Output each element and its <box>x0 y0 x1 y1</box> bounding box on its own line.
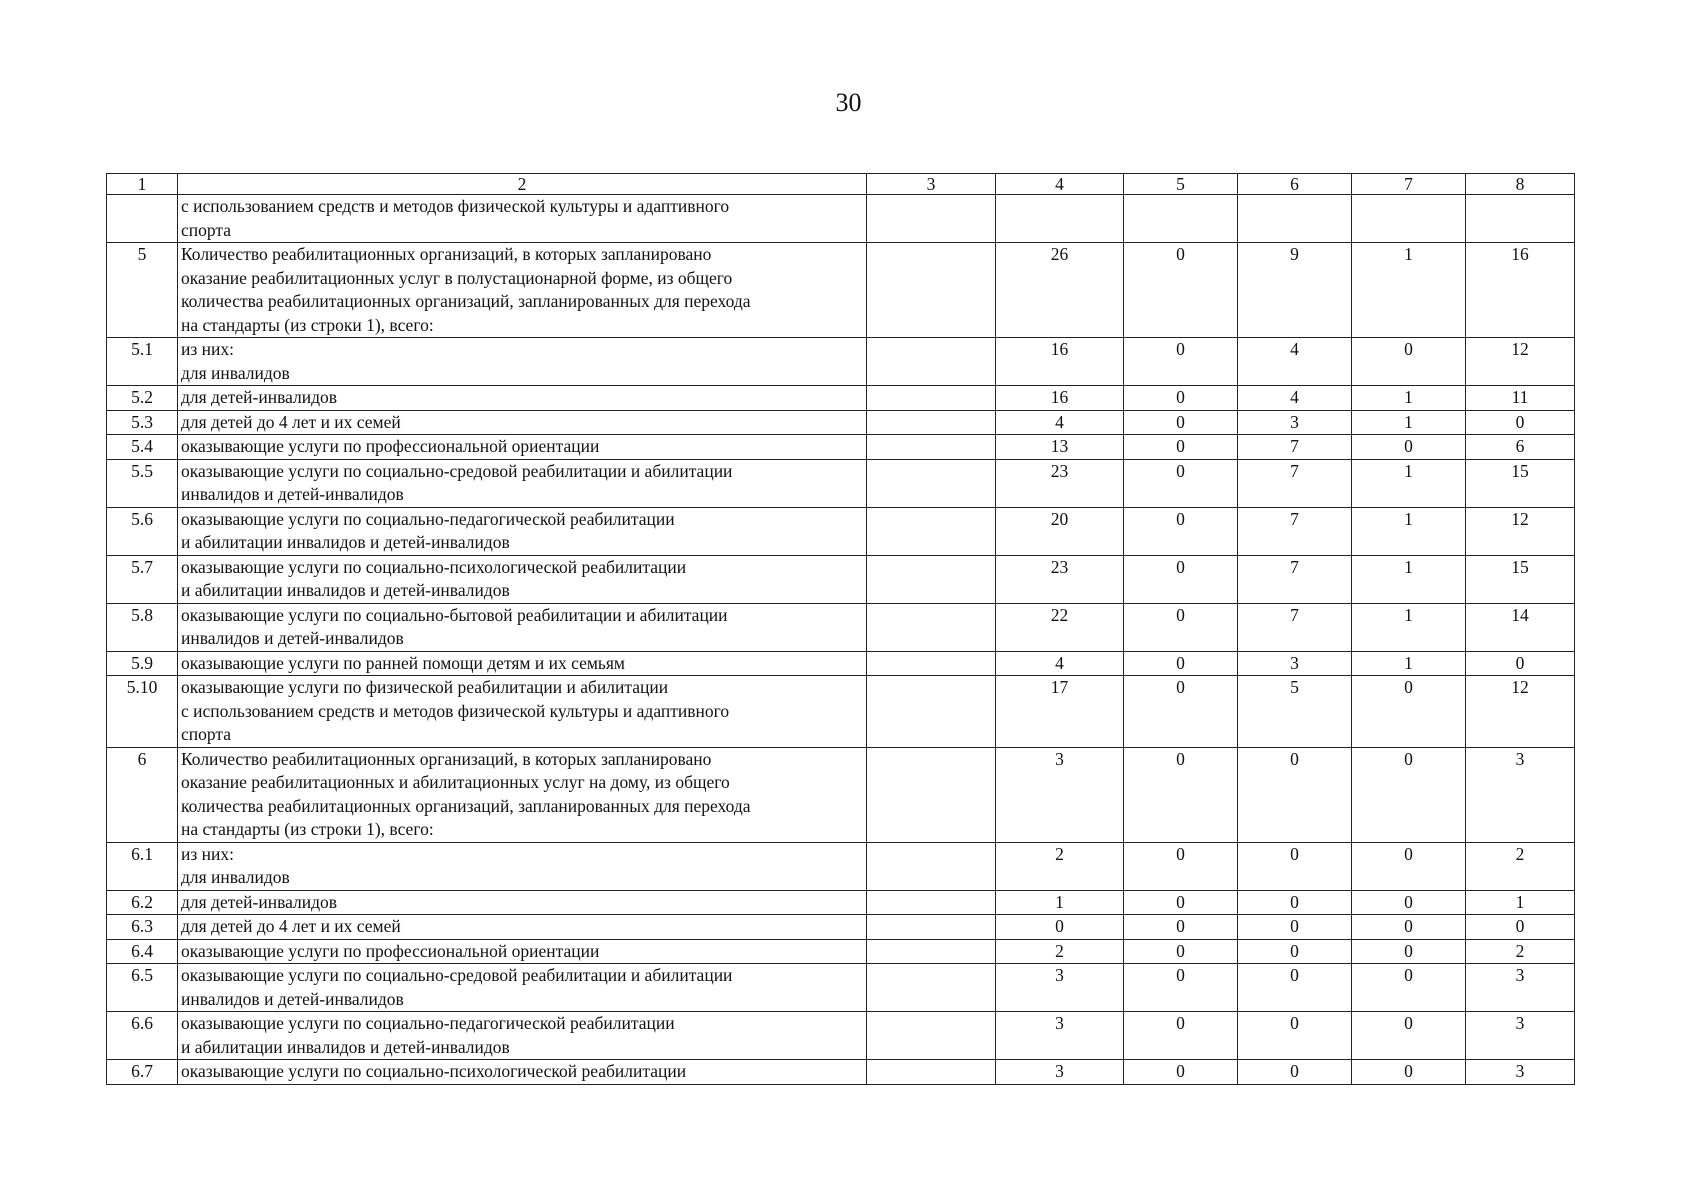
row-number-cell: 5.8 <box>107 603 178 651</box>
col3-cell <box>867 1012 996 1060</box>
col8-cell: 1 <box>1466 890 1575 915</box>
column-header: 4 <box>996 174 1124 195</box>
col3-cell <box>867 243 996 338</box>
col8-cell: 2 <box>1466 939 1575 964</box>
table-row <box>107 338 1575 386</box>
col6-cell: 0 <box>1238 964 1352 1012</box>
col4-cell: 26 <box>996 243 1124 338</box>
col4-cell: 3 <box>996 1012 1124 1060</box>
col3-cell <box>867 459 996 507</box>
col4-cell: 22 <box>996 603 1124 651</box>
col4-cell: 0 <box>996 915 1124 940</box>
row-number-cell: 5.6 <box>107 507 178 555</box>
col8-cell: 2 <box>1466 842 1575 890</box>
col7-cell: 0 <box>1352 747 1466 842</box>
col6-cell: 0 <box>1238 747 1352 842</box>
col7-cell: 1 <box>1352 459 1466 507</box>
col5-cell: 0 <box>1124 651 1238 676</box>
col7-cell: 0 <box>1352 1060 1466 1085</box>
col3-cell <box>867 651 996 676</box>
indicator-text-cell: оказывающие услуги по профессиональной ориентации <box>178 939 867 964</box>
table-row <box>107 410 1575 435</box>
indicator-text-cell: оказывающие услуги по социально-психологической реабилитации и абилитации инвалидов и детей-инвалидов <box>178 555 867 603</box>
col5-cell <box>1124 195 1238 243</box>
col5-cell: 0 <box>1124 386 1238 411</box>
page-number: 30 <box>835 88 862 117</box>
header-row <box>107 174 1575 195</box>
col6-cell: 7 <box>1238 435 1352 460</box>
row-number-cell: 6.5 <box>107 964 178 1012</box>
table-row <box>107 386 1575 411</box>
col7-cell: 0 <box>1352 915 1466 940</box>
indicator-text-cell: оказывающие услуги по социально-бытовой реабилитации и абилитации инвалидов и детей-инвалидов <box>178 603 867 651</box>
table-row <box>107 915 1575 940</box>
col3-cell <box>867 507 996 555</box>
col7-cell: 0 <box>1352 890 1466 915</box>
col3-cell <box>867 939 996 964</box>
col8-cell: 3 <box>1466 964 1575 1012</box>
col7-cell: 1 <box>1352 507 1466 555</box>
col8-cell: 0 <box>1466 915 1575 940</box>
col8-cell: 0 <box>1466 651 1575 676</box>
row-number-cell: 5.1 <box>107 338 178 386</box>
col4-cell: 20 <box>996 507 1124 555</box>
table-row <box>107 964 1575 1012</box>
col4-cell: 1 <box>996 890 1124 915</box>
table-row <box>107 1012 1575 1060</box>
col8-cell: 11 <box>1466 386 1575 411</box>
col8-cell: 16 <box>1466 243 1575 338</box>
table-body <box>107 174 1575 1085</box>
indicator-text-cell: оказывающие услуги по социально-педагогической реабилитации и абилитации инвалидов и детей-инвалидов <box>178 1012 867 1060</box>
column-header: 6 <box>1238 174 1352 195</box>
indicator-text-cell: оказывающие услуги по социально-средовой реабилитации и абилитации инвалидов и детей-инвалидов <box>178 964 867 1012</box>
col7-cell: 1 <box>1352 603 1466 651</box>
row-number-cell: 5.4 <box>107 435 178 460</box>
col8-cell: 6 <box>1466 435 1575 460</box>
col6-cell: 0 <box>1238 1012 1352 1060</box>
column-header: 3 <box>867 174 996 195</box>
col3-cell <box>867 338 996 386</box>
col6-cell: 9 <box>1238 243 1352 338</box>
indicator-text-cell: оказывающие услуги по ранней помощи детям и их семьям <box>178 651 867 676</box>
col7-cell: 1 <box>1352 410 1466 435</box>
col5-cell: 0 <box>1124 459 1238 507</box>
table-row <box>107 1060 1575 1085</box>
table-row <box>107 842 1575 890</box>
indicator-text-cell: оказывающие услуги по социально-средовой реабилитации и абилитации инвалидов и детей-инвалидов <box>178 459 867 507</box>
row-number-cell: 6.4 <box>107 939 178 964</box>
row-number-cell: 6.6 <box>107 1012 178 1060</box>
col5-cell: 0 <box>1124 964 1238 1012</box>
col6-cell: 4 <box>1238 386 1352 411</box>
col3-cell <box>867 915 996 940</box>
table-row <box>107 939 1575 964</box>
col5-cell: 0 <box>1124 1012 1238 1060</box>
col8-cell: 12 <box>1466 676 1575 748</box>
col7-cell: 1 <box>1352 651 1466 676</box>
col3-cell <box>867 195 996 243</box>
indicator-text-cell: оказывающие услуги по профессиональной ориентации <box>178 435 867 460</box>
row-number-cell: 5.2 <box>107 386 178 411</box>
col6-cell: 0 <box>1238 890 1352 915</box>
col5-cell: 0 <box>1124 915 1238 940</box>
col3-cell <box>867 435 996 460</box>
col8-cell: 12 <box>1466 507 1575 555</box>
col4-cell: 3 <box>996 1060 1124 1085</box>
table-row <box>107 603 1575 651</box>
col4-cell: 23 <box>996 555 1124 603</box>
col3-cell <box>867 410 996 435</box>
col4-cell: 4 <box>996 410 1124 435</box>
col3-cell <box>867 842 996 890</box>
row-number-cell <box>107 195 178 243</box>
col4-cell: 16 <box>996 386 1124 411</box>
row-number-cell: 5 <box>107 243 178 338</box>
table-row <box>107 243 1575 338</box>
col7-cell: 0 <box>1352 964 1466 1012</box>
col3-cell <box>867 964 996 1012</box>
indicator-text-cell: Количество реабилитационных организаций, в которых запланировано оказание реабилитационных и абилитационных услуг на дому, из общего количества реабилитационных организаций, запланированных для перехода на стандарты (из строки 1), всего: <box>178 747 867 842</box>
col7-cell: 1 <box>1352 243 1466 338</box>
col4-cell: 13 <box>996 435 1124 460</box>
col5-cell: 0 <box>1124 555 1238 603</box>
col4-cell: 17 <box>996 676 1124 748</box>
table-row <box>107 676 1575 748</box>
col7-cell: 0 <box>1352 939 1466 964</box>
col3-cell <box>867 1060 996 1085</box>
column-header: 2 <box>178 174 867 195</box>
col4-cell <box>996 195 1124 243</box>
col6-cell: 3 <box>1238 410 1352 435</box>
row-number-cell: 6 <box>107 747 178 842</box>
row-number-cell: 5.5 <box>107 459 178 507</box>
col8-cell: 0 <box>1466 410 1575 435</box>
col7-cell: 0 <box>1352 435 1466 460</box>
col8-cell: 14 <box>1466 603 1575 651</box>
col5-cell: 0 <box>1124 890 1238 915</box>
row-number-cell: 6.7 <box>107 1060 178 1085</box>
col7-cell: 1 <box>1352 555 1466 603</box>
col5-cell: 0 <box>1124 410 1238 435</box>
col4-cell: 23 <box>996 459 1124 507</box>
row-number-cell: 5.9 <box>107 651 178 676</box>
col6-cell: 5 <box>1238 676 1352 748</box>
indicator-text-cell: с использованием средств и методов физической культуры и адаптивного спорта <box>178 195 867 243</box>
col6-cell: 0 <box>1238 842 1352 890</box>
table-row <box>107 890 1575 915</box>
col3-cell <box>867 890 996 915</box>
col5-cell: 0 <box>1124 603 1238 651</box>
row-number-cell: 6.3 <box>107 915 178 940</box>
col3-cell <box>867 747 996 842</box>
col6-cell: 0 <box>1238 939 1352 964</box>
col6-cell: 0 <box>1238 915 1352 940</box>
col4-cell: 16 <box>996 338 1124 386</box>
col4-cell: 4 <box>996 651 1124 676</box>
col3-cell <box>867 603 996 651</box>
col7-cell: 0 <box>1352 676 1466 748</box>
indicator-text-cell: Количество реабилитационных организаций, в которых запланировано оказание реабилитационных услуг в полустационарной форме, из общего количества реабилитационных организаций, запланированных для перехода на стандарты (из строки 1), всего: <box>178 243 867 338</box>
row-number-cell: 5.7 <box>107 555 178 603</box>
col6-cell: 7 <box>1238 555 1352 603</box>
col3-cell <box>867 676 996 748</box>
col8-cell: 15 <box>1466 555 1575 603</box>
table-row <box>107 555 1575 603</box>
col7-cell: 0 <box>1352 842 1466 890</box>
col6-cell: 4 <box>1238 338 1352 386</box>
row-number-cell: 5.3 <box>107 410 178 435</box>
row-number-cell: 6.2 <box>107 890 178 915</box>
col6-cell: 0 <box>1238 1060 1352 1085</box>
column-header: 8 <box>1466 174 1575 195</box>
indicator-text-cell: из них: для инвалидов <box>178 842 867 890</box>
col6-cell: 7 <box>1238 459 1352 507</box>
column-header: 5 <box>1124 174 1238 195</box>
col7-cell: 1 <box>1352 386 1466 411</box>
col6-cell: 7 <box>1238 507 1352 555</box>
col5-cell: 0 <box>1124 747 1238 842</box>
table-row <box>107 195 1575 243</box>
indicator-text-cell: оказывающие услуги по социально-психологической реабилитации <box>178 1060 867 1085</box>
col8-cell: 3 <box>1466 1012 1575 1060</box>
col5-cell: 0 <box>1124 1060 1238 1085</box>
indicator-text-cell: для детей-инвалидов <box>178 890 867 915</box>
col6-cell: 7 <box>1238 603 1352 651</box>
col7-cell: 0 <box>1352 1012 1466 1060</box>
indicator-text-cell: для детей до 4 лет и их семей <box>178 915 867 940</box>
col5-cell: 0 <box>1124 338 1238 386</box>
col8-cell: 12 <box>1466 338 1575 386</box>
indicator-text-cell: из них: для инвалидов <box>178 338 867 386</box>
table-row <box>107 459 1575 507</box>
col7-cell <box>1352 195 1466 243</box>
column-header: 1 <box>107 174 178 195</box>
col8-cell: 3 <box>1466 1060 1575 1085</box>
column-header: 7 <box>1352 174 1466 195</box>
col6-cell: 3 <box>1238 651 1352 676</box>
table-row <box>107 507 1575 555</box>
col4-cell: 3 <box>996 964 1124 1012</box>
col6-cell <box>1238 195 1352 243</box>
col7-cell: 0 <box>1352 338 1466 386</box>
col8-cell: 15 <box>1466 459 1575 507</box>
col4-cell: 3 <box>996 747 1124 842</box>
col5-cell: 0 <box>1124 435 1238 460</box>
col8-cell <box>1466 195 1575 243</box>
indicator-text-cell: для детей до 4 лет и их семей <box>178 410 867 435</box>
col5-cell: 0 <box>1124 243 1238 338</box>
indicator-text-cell: для детей-инвалидов <box>178 386 867 411</box>
col3-cell <box>867 386 996 411</box>
row-number-cell: 6.1 <box>107 842 178 890</box>
table-row <box>107 435 1575 460</box>
row-number-cell: 5.10 <box>107 676 178 748</box>
col5-cell: 0 <box>1124 842 1238 890</box>
col4-cell: 2 <box>996 842 1124 890</box>
data-table <box>106 173 1575 1085</box>
col5-cell: 0 <box>1124 676 1238 748</box>
indicator-text-cell: оказывающие услуги по социально-педагогической реабилитации и абилитации инвалидов и детей-инвалидов <box>178 507 867 555</box>
col5-cell: 0 <box>1124 939 1238 964</box>
col5-cell: 0 <box>1124 507 1238 555</box>
col8-cell: 3 <box>1466 747 1575 842</box>
col3-cell <box>867 555 996 603</box>
table-row <box>107 747 1575 842</box>
table-row <box>107 651 1575 676</box>
col4-cell: 2 <box>996 939 1124 964</box>
indicator-text-cell: оказывающие услуги по физической реабилитации и абилитации с использованием средств и методов физической культуры и адаптивного спорта <box>178 676 867 748</box>
